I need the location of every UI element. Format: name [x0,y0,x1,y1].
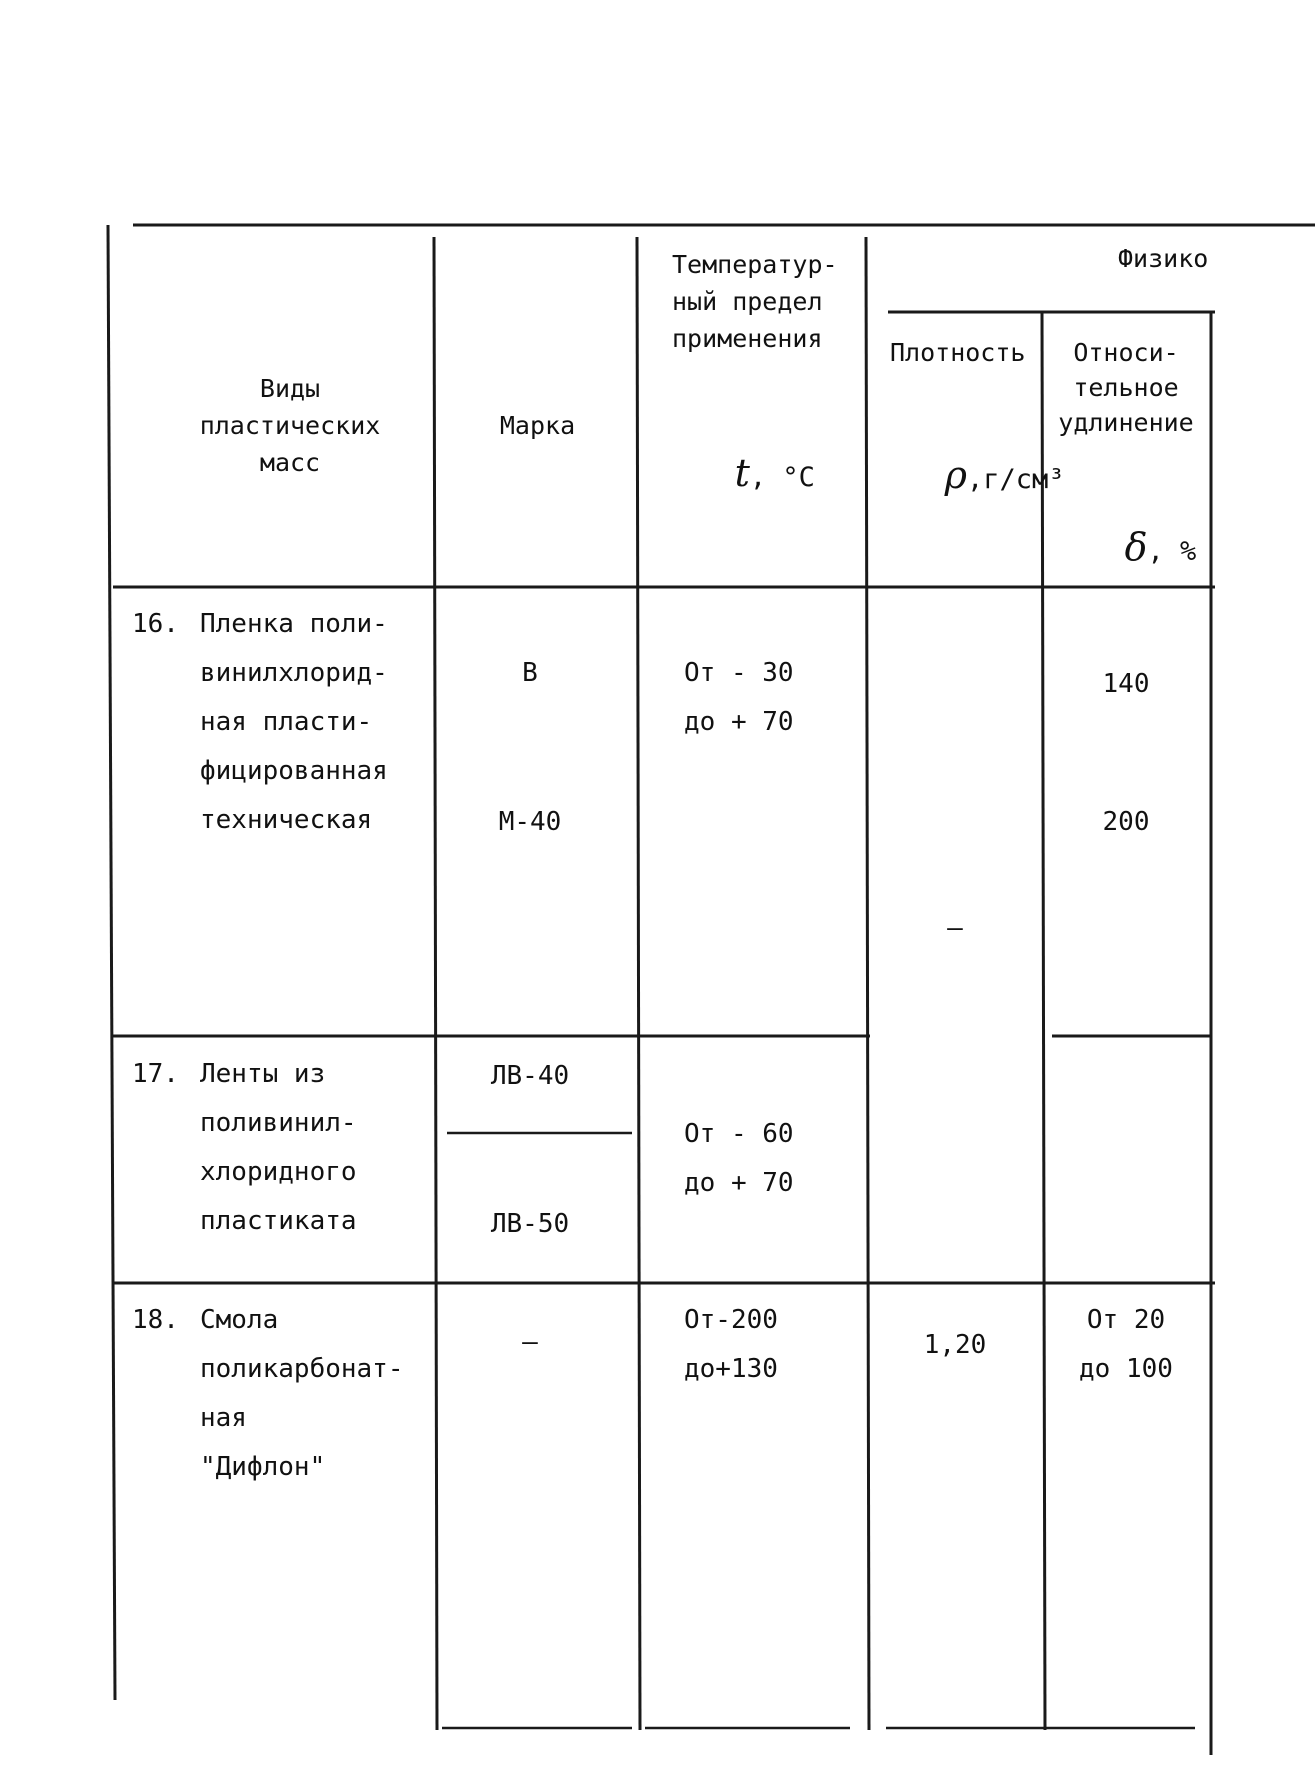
row-17-name-line-1: Ленты из [200,1059,326,1089]
header-kind-line-1: Виды [259,374,321,403]
density-symbol: ρ [944,453,967,497]
temp-unit: , °C [749,462,815,493]
row-18-elongation-line-2: до 100 [1079,1354,1173,1384]
row-18-elongation-line-1: От 20 [1086,1305,1166,1335]
row-18-name-line-1: Смола [200,1305,279,1335]
header-group-physical: Физико [1118,244,1209,273]
row-18-brand-dash: — [522,1327,538,1357]
row-16-name-line-1: Пленка поли- [200,609,388,639]
row-17-name-line-2: поливинил- [200,1108,357,1138]
header-temp-line-3: применения [672,324,823,353]
header-temp-symbol-line [672,398,815,553]
header-kind-line-2: пластических [199,411,381,440]
row-16-brand-1: В [522,658,538,688]
row-16-name-line-3: ная пласти- [200,707,373,737]
row-17-number: 17. [132,1059,179,1089]
header-elong-symbol-line [1062,472,1196,627]
row-16-name-line-2: винилхлорид- [200,658,388,688]
temp-symbol: t [734,451,750,495]
elong-unit: , % [1147,536,1197,567]
row-16-temp-line-2: до + 70 [684,707,794,737]
row-18-name-line-3: ная [200,1403,247,1433]
header-elong-line-2: тельное [1073,373,1179,402]
row-17-brand-2: ЛВ-50 [490,1209,570,1239]
header-density-symbol-line [882,400,1065,555]
header-kind-line-3: масс [259,448,321,477]
row-18-number: 18. [132,1305,179,1335]
row-16-name-line-4: фицированная [200,756,388,786]
header-density: Плотность [890,338,1026,367]
row-16-elongation-1: 140 [1102,669,1150,699]
header-elong-line-1: Относи- [1073,338,1179,367]
row-17-temp-line-1: От - 60 [684,1119,794,1149]
row-16-brand-2: М-40 [498,807,562,837]
row-18-name-line-4: "Дифлон" [200,1452,326,1482]
header-elong-line-3: удлинение [1058,408,1194,437]
row-18-name-line-2: поликарбонат- [200,1354,404,1384]
header-brand: Марка [499,411,576,440]
row-18-temp-line-2: до+130 [684,1354,778,1384]
row-17-brand-1: ЛВ-40 [490,1061,570,1091]
elong-symbol: δ [1124,525,1148,569]
row-16-number: 16. [132,609,179,639]
row-16-name-line-5: техническая [200,805,373,835]
header-temp-line-1: Температур- [672,250,838,279]
row-16-temp-line-1: От - 30 [684,658,794,688]
density-unit: ,г/см³ [966,464,1065,495]
row-17-name-line-4: пластиката [200,1206,357,1236]
rows-16-17-density-dash: — [947,913,963,943]
row-17-name-line-3: хлоридного [200,1157,357,1187]
row-16-elongation-2: 200 [1102,807,1150,837]
row-18-temp-line-1: От-200 [684,1305,778,1335]
row-17-temp-line-2: до + 70 [684,1168,794,1198]
row-18-density: 1,20 [923,1330,987,1360]
header-temp-line-2: ный предел [672,287,823,316]
